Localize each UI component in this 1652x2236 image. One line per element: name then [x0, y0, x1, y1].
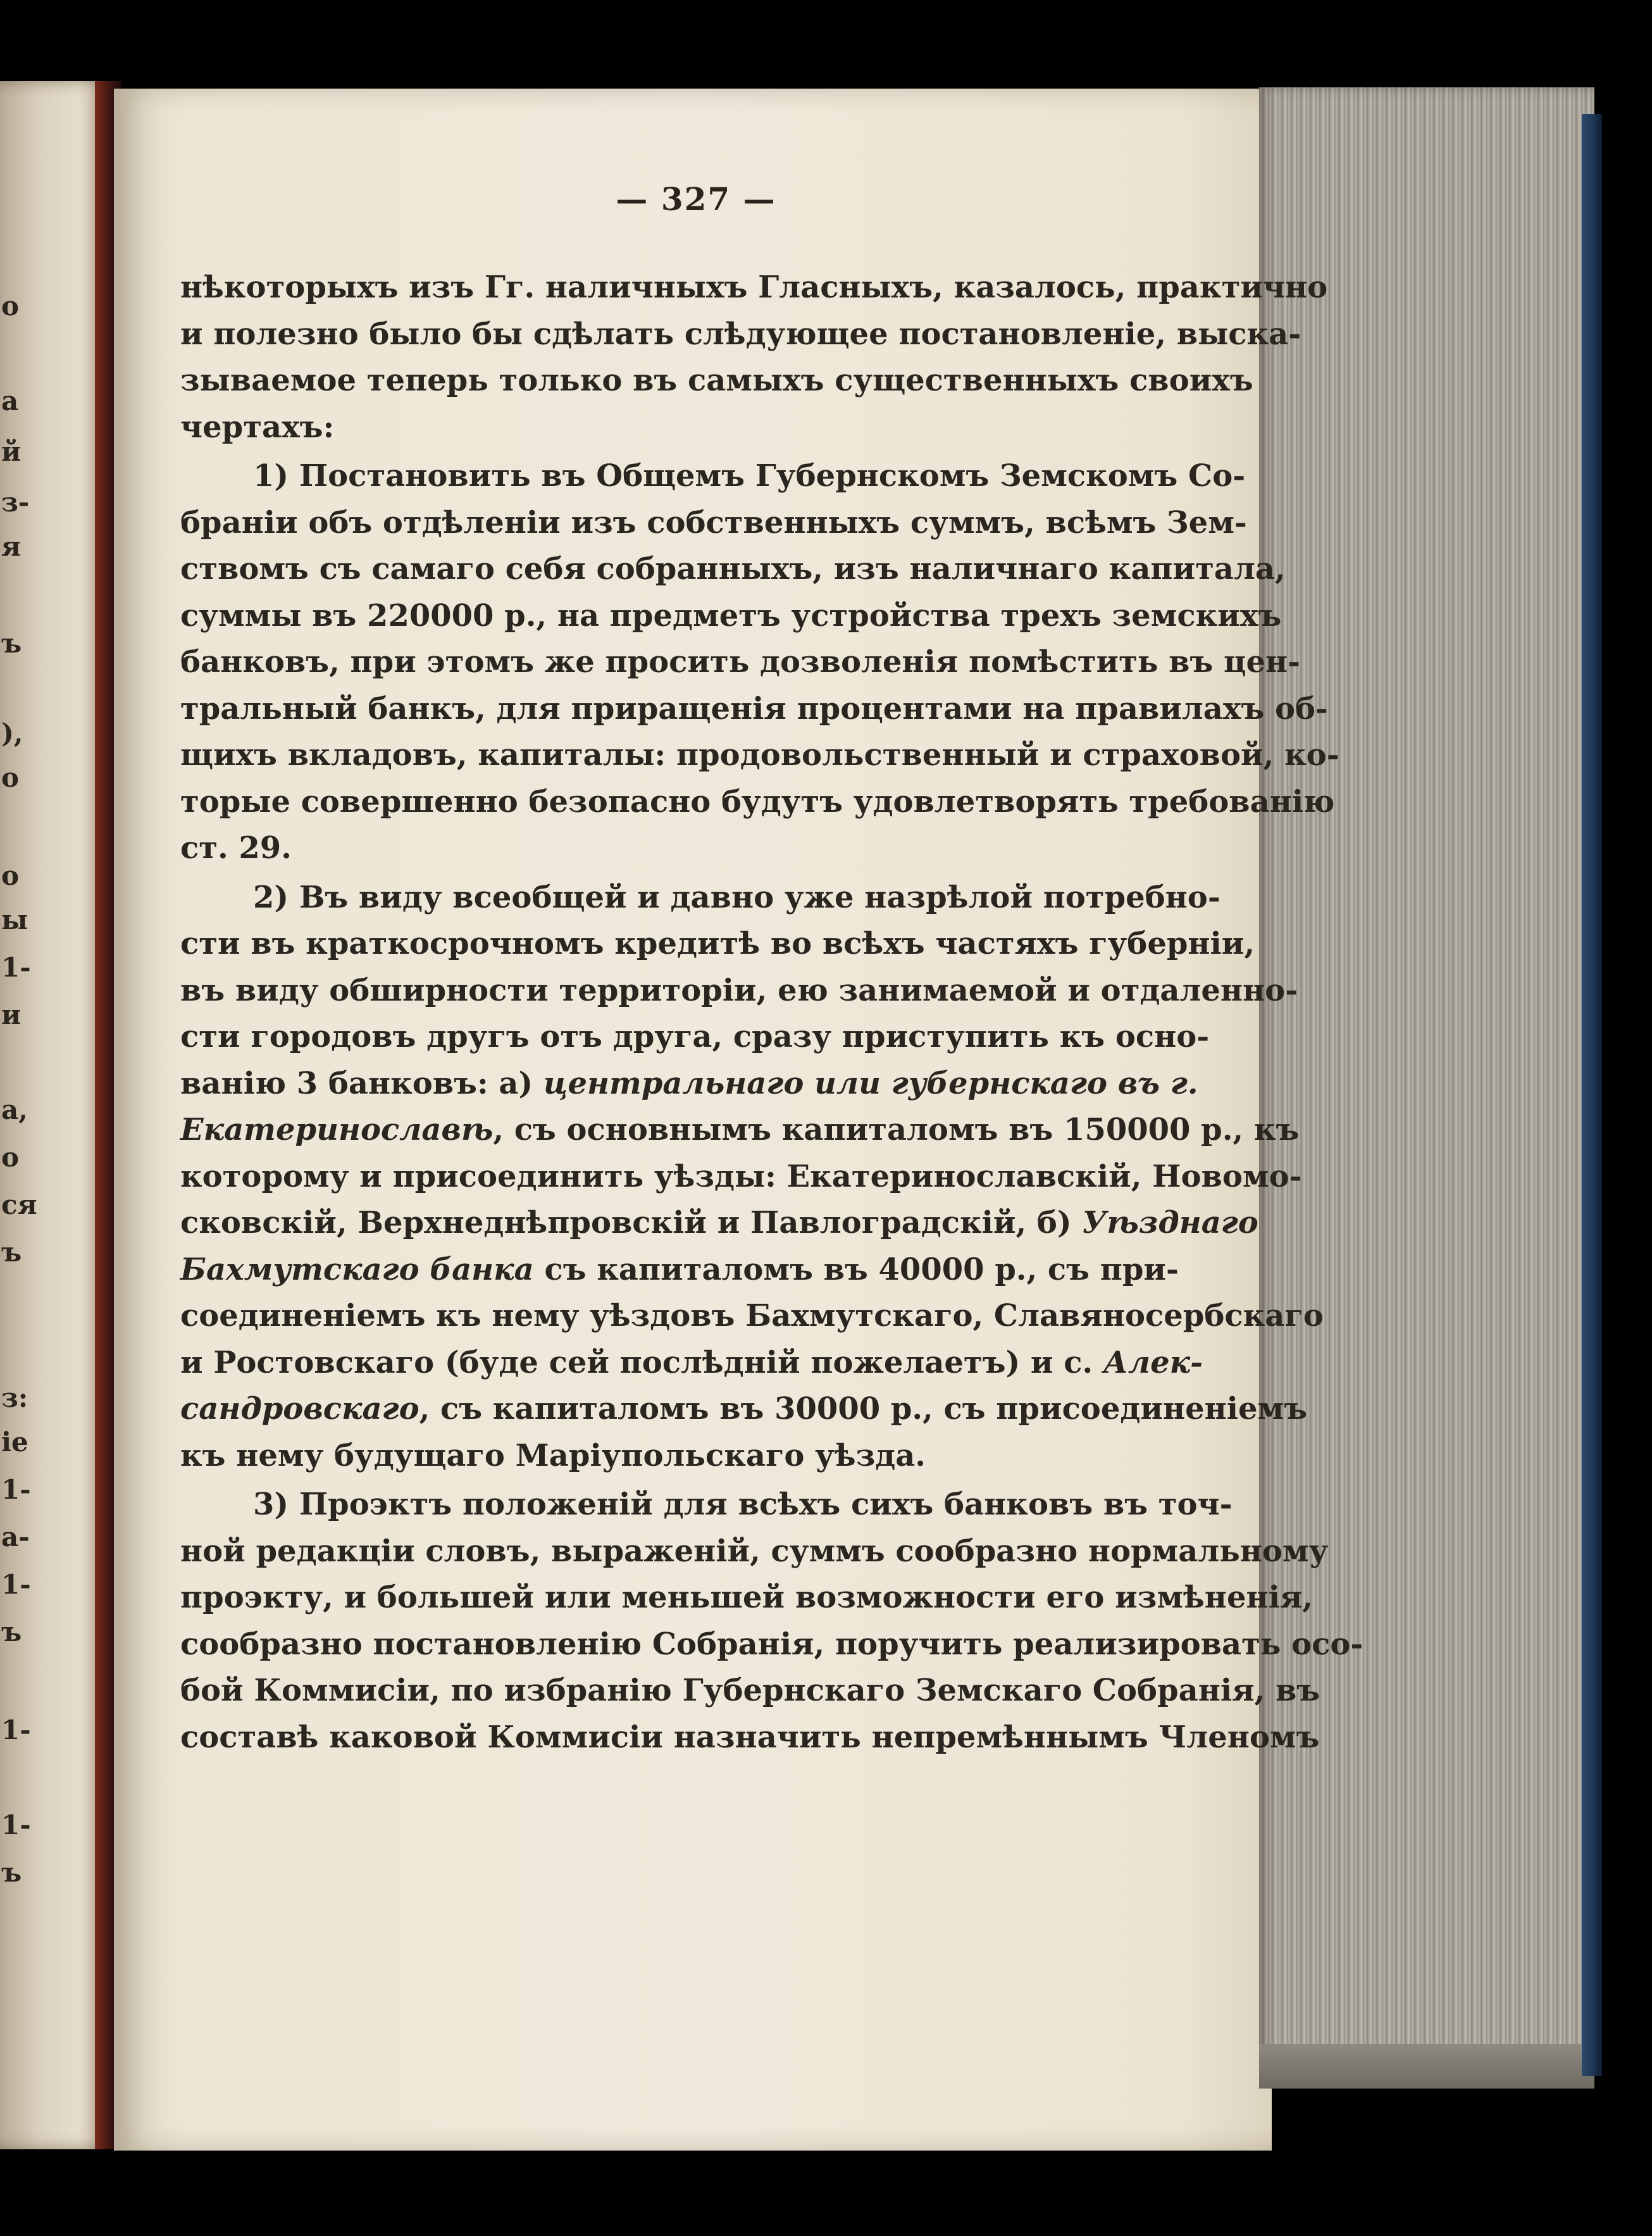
text-line: 3) Проэктъ положеній для всѣхъ сихъ банковъ въ точ- — [253, 1487, 1233, 1522]
left-page-fragment: 1- — [1, 1569, 31, 1600]
text-line: ствомъ съ самаго себя собранныхъ, изъ наличнаго капитала, — [180, 551, 1286, 587]
text-line: ванію 3 банковъ: а) центральнаго или губернскаго въ г. — [180, 1065, 1198, 1101]
text-line: въ виду обширности территоріи, ею занимаемой и отдаленно- — [180, 972, 1298, 1008]
text-line: соединеніемъ къ нему уѣздовъ Бахмутскаго, Славяносербскаго — [180, 1298, 1324, 1333]
left-page-fragment: а, — [1, 1094, 28, 1125]
left-page-fragment: ъ — [1, 1237, 22, 1268]
text-line: сандровскаго, съ капиталомъ въ 30000 р., съ присоединеніемъ — [180, 1391, 1308, 1427]
left-page-fragment: з- — [1, 487, 30, 518]
book-cover-edge — [1582, 114, 1602, 2076]
left-page-fragment: о — [1, 762, 20, 793]
text-line: и полезно было бы сдѣлать слѣдующее постановленіе, выска- — [180, 316, 1301, 352]
text-line: зываемое теперь только въ самыхъ существенныхъ своихъ — [180, 363, 1253, 398]
left-page-fragment: а — [1, 385, 19, 416]
left-page-fragment: 1- — [1, 1809, 31, 1840]
left-page-fragment: ъ — [1, 628, 22, 659]
text-line: проэкту, и большей или меньшей возможности его измѣненія, — [180, 1580, 1314, 1615]
left-page-fragment: ), — [1, 718, 23, 749]
text-line: 2) Въ виду всеобщей и давно уже назрѣлой потребно- — [253, 879, 1220, 915]
previous-page-edge — [0, 81, 109, 2149]
text-line: торые совершенно безопасно будутъ удовлетворять требованію — [180, 784, 1335, 820]
text-line: къ нему будущаго Маріупольскаго уѣзда. — [180, 1437, 926, 1473]
text-line: банковъ, при этомъ же просить дозволенія помѣстить въ цен- — [180, 644, 1301, 680]
text-line: тральный банкъ, для приращенія процентами на правилахъ об- — [180, 690, 1328, 727]
left-page-fragment: з: — [1, 1382, 28, 1413]
left-page-fragment: ся — [1, 1189, 37, 1220]
text-line: браніи объ отдѣленіи изъ собственныхъ суммъ, всѣмъ Зем- — [180, 504, 1247, 540]
text-line: 1) Постановить въ Общемъ Губернскомъ Земскомъ Со- — [253, 458, 1246, 494]
text-line: суммы въ 220000 р., на предметъ устройства трехъ земскихъ — [180, 597, 1282, 634]
text-line: чертахъ: — [180, 409, 335, 445]
left-page-fragment: іе — [1, 1427, 28, 1458]
text-line: сообразно постановленію Собранія, поручить реализировать осо- — [180, 1626, 1363, 1662]
text-line: Екатеринославѣ, съ основнымъ капиталомъ въ 150000 р., къ — [180, 1112, 1300, 1147]
left-page-fragment: о — [1, 1142, 20, 1173]
page-fore-edge-bottom — [1259, 2044, 1594, 2089]
text-line: сти городовъ другъ отъ друга, сразу приступить къ осно- — [180, 1019, 1210, 1054]
left-page-fragment: 1- — [1, 1714, 31, 1746]
text-line: нѣкоторыхъ изъ Гг. наличныхъ Гласныхъ, казалось, практично — [180, 270, 1328, 305]
left-page-fragment: 1- — [1, 1474, 31, 1505]
text-line: и Ростовскаго (буде сей послѣдній пожелаетъ) и с. Алек- — [180, 1344, 1203, 1380]
text-line: Бахмутскаго банка съ капиталомъ въ 40000 р., съ при- — [180, 1251, 1179, 1287]
text-line: щихъ вкладовъ, капиталы: продовольственный и страховой, ко- — [180, 737, 1339, 773]
left-page-fragment: ъ — [1, 1616, 22, 1647]
left-page-fragment: ъ — [1, 1857, 22, 1888]
page-number: — 327 — — [616, 180, 776, 218]
text-line: сти въ краткосрочномъ кредитѣ во всѣхъ частяхъ губерніи, — [180, 926, 1255, 961]
left-page-fragment: о — [1, 860, 20, 891]
left-page-fragment: я — [1, 531, 22, 562]
left-page-fragment: а- — [1, 1521, 30, 1552]
page-fore-edge — [1259, 87, 1594, 2056]
body-text — [180, 265, 1363, 1761]
text-line: ной редакціи словъ, выраженій, суммъ сообразно нормальному — [180, 1533, 1329, 1569]
left-page-fragment: 1- — [1, 952, 31, 983]
text-line: бой Коммисіи, по избранію Губернскаго Земскаго Собранія, въ — [180, 1673, 1320, 1708]
text-line: сковскій, Верхнеднѣпровскій и Павлоградскій, б) Уѣзднаго — [180, 1205, 1258, 1240]
left-page-fragment: и — [1, 999, 22, 1030]
text-line: составѣ каковой Коммисіи назначить непремѣннымъ Членомъ — [180, 1719, 1320, 1755]
left-page-fragment: й — [1, 436, 22, 467]
left-page-fragment: ы — [1, 904, 28, 935]
text-line: которому и присоединить уѣзды: Екатеринославскій, Новомо- — [180, 1158, 1302, 1194]
text-line: ст. 29. — [180, 830, 292, 866]
left-page-fragment: о — [1, 290, 20, 322]
